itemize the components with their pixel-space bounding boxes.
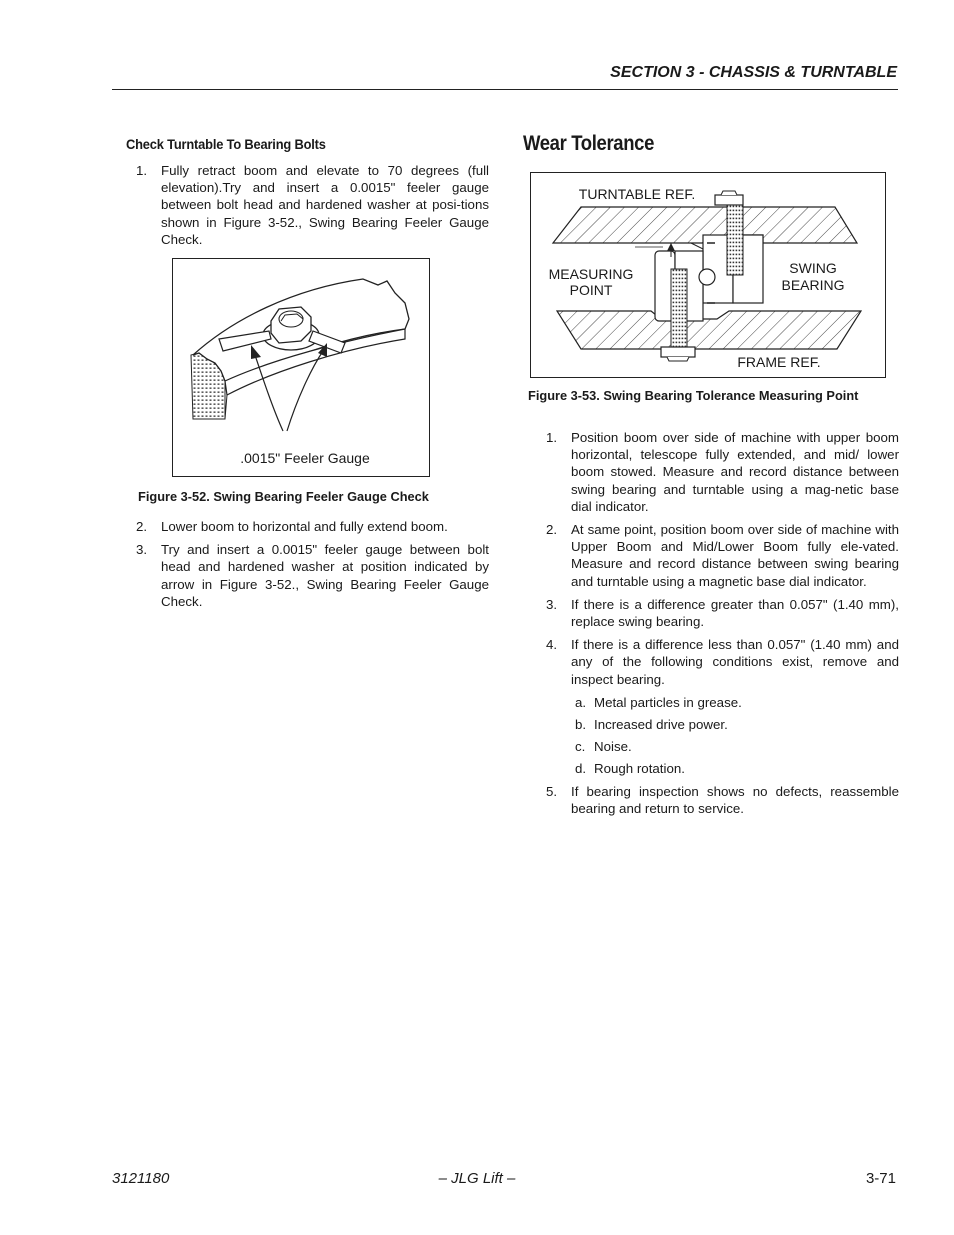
substep-text: Noise.: [594, 738, 632, 754]
step-number: 5.: [546, 783, 558, 799]
wear-tolerance-heading: Wear Tolerance: [523, 132, 654, 155]
step-text: At same point, position boom over side of machine with Upper Boom and Mid/Lower Boom fully ele-vated. Measure and record distance between swing bearing and turntable using a magnetic base dial indicator.: [571, 522, 899, 589]
swing-bearing-illustration: [531, 173, 885, 377]
step-number: 4.: [546, 637, 558, 653]
frame-ref-label: FRAME REF.: [737, 354, 821, 370]
measuring-point-label-2: POINT: [569, 282, 613, 298]
step-text: Fully retract boom and elevate to 70 degrees (full elevation).Try and insert a 0.0015" feeler gauge between bolt head and hardened washer at posi-tions shown in Figure 3-52., Swing Bearing Feeler Gauge Check.: [161, 163, 489, 247]
substep-letter: b.: [575, 716, 587, 732]
right-step-5: [523, 783, 899, 817]
substep-a: [523, 694, 899, 711]
section-title: SECTION 3 - CHASSIS & TURNTABLE: [610, 64, 897, 81]
step-text: Lower boom to horizontal and fully extend boom.: [161, 519, 448, 535]
swing-bearing-label-1: SWING: [789, 260, 837, 276]
left-step-2: [126, 518, 489, 535]
footer-doc-number: 3121180: [112, 1170, 170, 1187]
left-step-1: [126, 162, 489, 248]
step-number: 3.: [546, 596, 558, 612]
substep-text: Metal particles in grease.: [594, 694, 742, 710]
step-number: 2.: [546, 522, 558, 538]
substep-text: Increased drive power.: [594, 716, 728, 732]
footer-page-number: 3-71: [865, 1170, 896, 1187]
step-text: If bearing inspection shows no defects, reassemble bearing and return to service.: [571, 783, 899, 817]
step-text: If there is a difference less than 0.057" (1.40 mm) and any of the following conditions exist, remove and inspect bearing.: [571, 637, 899, 687]
substep-text: Rough rotation.: [594, 760, 685, 776]
footer-publisher: – JLG Lift –: [438, 1170, 516, 1187]
right-step-1: [523, 429, 899, 515]
right-column: [523, 132, 899, 823]
feeler-gauge-label: .0015" Feeler Gauge: [240, 450, 370, 467]
measuring-point-label-1: MEASURING: [548, 266, 634, 282]
left-column: [126, 136, 489, 616]
substep-letter: a.: [575, 694, 587, 710]
right-step-2: [523, 521, 899, 590]
figure-3-53-caption: Figure 3-53. Swing Bearing Tolerance Measuring Point: [528, 388, 859, 403]
swing-bearing-label-2: BEARING: [781, 277, 845, 293]
step-number: 2.: [136, 519, 148, 535]
figure-3-53: [530, 172, 886, 378]
header-rule: [112, 89, 898, 90]
step-number: 3.: [136, 542, 148, 558]
right-step-4: [523, 636, 899, 688]
substep-letter: d.: [575, 760, 587, 776]
substep-letter: c.: [575, 738, 586, 754]
substep-c: [523, 738, 899, 755]
turntable-ref-label: TURNTABLE REF.: [578, 186, 696, 202]
substep-d: [523, 760, 899, 777]
step-text: If there is a difference greater than 0.057" (1.40 mm), replace swing bearing.: [571, 596, 899, 630]
step-number: 1.: [136, 163, 148, 178]
figure-3-52-caption: Figure 3-52. Swing Bearing Feeler Gauge Check: [138, 489, 429, 505]
check-bolts-heading: Check Turntable To Bearing Bolts: [126, 136, 326, 152]
step-text: Position boom over side of machine with upper boom horizontal, telescope fully extended, and mid/ lower boom stowed. Measure and record distance between swing bearing and turntable using a mag-netic base dial indicator.: [571, 430, 899, 514]
step-number: 1.: [546, 430, 558, 445]
left-step-3: [126, 541, 489, 610]
step-text: Try and insert a 0.0015" feeler gauge between bolt head and hardened washer at position indicated by arrow in Figure 3-52., Swing Bearing Feeler Gauge Check.: [161, 542, 489, 609]
substep-b: [523, 716, 899, 733]
right-step-3: [523, 596, 899, 630]
feeler-gauge-illustration: [173, 259, 429, 476]
figure-3-52: [172, 258, 430, 477]
